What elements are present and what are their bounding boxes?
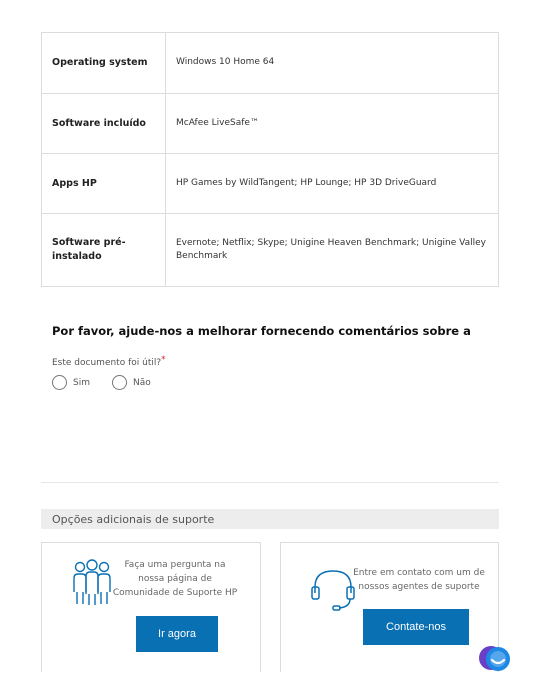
- people-group-icon: [70, 558, 114, 610]
- spec-row-preinstalled: [42, 213, 498, 286]
- spec-row-operating-system: [42, 33, 498, 93]
- radio-no[interactable]: [112, 375, 151, 390]
- spec-label: Operating system: [42, 33, 166, 93]
- spec-value: HP Games by WildTangent; HP Lounge; HP 3D DriveGuard: [176, 177, 437, 188]
- radio-no-label: Não: [132, 377, 151, 388]
- feedback-question-text: Este documento foi útil?: [52, 358, 162, 368]
- community-text: Faça uma pergunta na nossa página de Comunidade de Suporte HP: [112, 560, 238, 598]
- go-now-button[interactable]: Ir agora: [136, 616, 218, 652]
- spec-label: Software pré-instalado: [42, 214, 166, 286]
- specs-table: [41, 32, 499, 287]
- radio-no-circle[interactable]: [112, 375, 127, 390]
- spec-row-software: [42, 93, 498, 153]
- spec-label: Apps HP: [42, 154, 166, 213]
- contact-us-button[interactable]: Contate-nos: [363, 609, 469, 645]
- spec-label: Software incluído: [42, 94, 166, 153]
- spec-row-apps: [42, 153, 498, 213]
- support-heading: Opções adicionais de suporte: [41, 509, 499, 529]
- section-divider: [41, 482, 499, 483]
- feedback-question: [52, 355, 166, 368]
- required-mark: *: [161, 355, 166, 365]
- feedback-title: Por favor, ajude-nos a melhorar fornecendo comentários sobre a: [52, 324, 471, 338]
- spec-value: Windows 10 Home 64: [176, 57, 275, 68]
- chat-assistant-icon: [478, 659, 512, 678]
- community-card: [41, 542, 261, 672]
- radio-yes-label: Sim: [73, 377, 90, 388]
- spec-value: McAfee LiveSafe™: [176, 117, 259, 128]
- radio-yes-circle[interactable]: [52, 375, 67, 390]
- feedback-radio-group: [52, 375, 173, 390]
- contact-text: Entre em contato com um de nossos agentes de suporte: [353, 568, 485, 592]
- chat-assistant-button[interactable]: [478, 644, 512, 674]
- contact-card: [280, 542, 499, 672]
- radio-yes[interactable]: [52, 375, 90, 390]
- spec-value: Evernote; Netflix; Skype; Unigine Heaven Benchmark; Unigine Valley Benchmark: [176, 237, 486, 261]
